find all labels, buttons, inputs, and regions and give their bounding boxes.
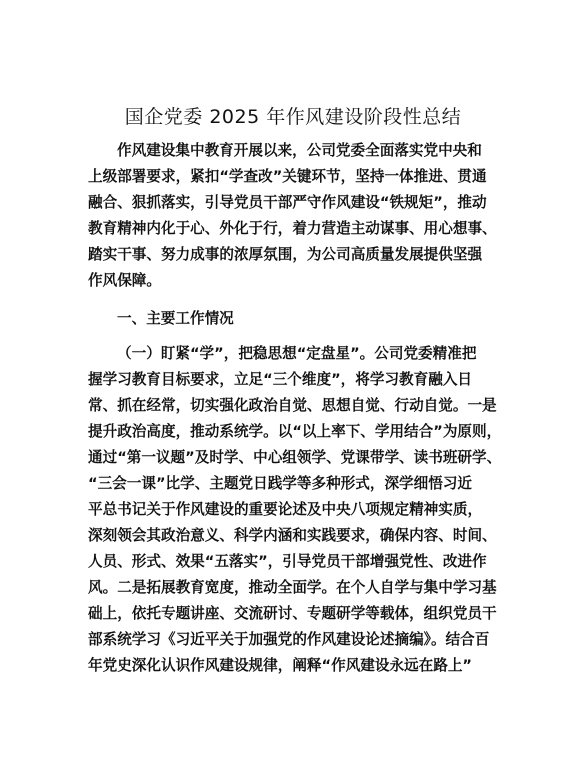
paragraph-line: 上级部署要求，紧扣“学查改”关键环节，坚持一体推进、贯通 [88, 168, 487, 185]
paragraph-line: 年党史深化认识作风建设规律，阐释“作风建设永远在路上” [88, 657, 473, 674]
paragraph-line: 深刻领会其政治意义、科学内涵和实践要求，确保内容、时间、 [88, 527, 497, 544]
paragraph-line: 踏实干事、努力成事的浓厚氛围，为公司高质量发展提供坚强 [88, 246, 483, 263]
intro-paragraph [88, 138, 502, 294]
paragraph-line: 风。二是拓展教育宽度，推动全面学。在个人自学与集中学习基 [88, 579, 497, 596]
paragraph-line: 握学习教育目标要求，立足“三个维度”，将学习教育融入日 [88, 371, 473, 388]
paragraph-line: 作风建设集中教育开展以来，公司党委全面落实党中央和 [117, 142, 482, 159]
paragraph-line: （一）盯紧“学”，把稳思想“定盘星”。公司党委精准把 [117, 345, 477, 362]
document-title: 国企党委 2025 年作风建设阶段性总结 [124, 106, 462, 128]
paragraph-line: 提升政治高度，推动系统学。以“以上率下、学用结合”为原则， [88, 423, 502, 440]
section-heading: 一、主要工作情况 [117, 310, 234, 327]
paragraph-line: 作风保障。 [88, 272, 161, 289]
paragraph-line: 通过“第一议题”及时学、中心组领学、党课带学、读书班研学、 [88, 449, 502, 466]
paragraph-line: 平总书记关于作风建设的重要论述及中央八项规定精神实质， [88, 501, 483, 518]
paragraph-line: 教育精神内化于心、外化于行，着力营造主动谋事、用心想事、 [88, 220, 497, 237]
section-paragraph [88, 341, 502, 679]
paragraph-line: 常、抓在经常，切实强化政治自觉、思想自觉、行动自觉。一是 [88, 397, 497, 414]
paragraph-line: 人员、形式、效果“五落实”，引导党员干部增强党性、改进作 [88, 553, 487, 570]
paragraph-line: 融合、狠抓落实，引导党员干部严守作风建设“铁规矩”，推动 [88, 194, 487, 211]
paragraph-line: 础上，依托专题讲座、交流研讨、专题研学等载体，组织党员干 [88, 605, 497, 622]
paragraph-line: 部系统学习《习近平关于加强党的作风建设论述摘编》。结合百 [88, 631, 490, 648]
paragraph-line: “三会一课”比学、主题党日践学等多种形式，深学细悟习近 [88, 475, 473, 492]
